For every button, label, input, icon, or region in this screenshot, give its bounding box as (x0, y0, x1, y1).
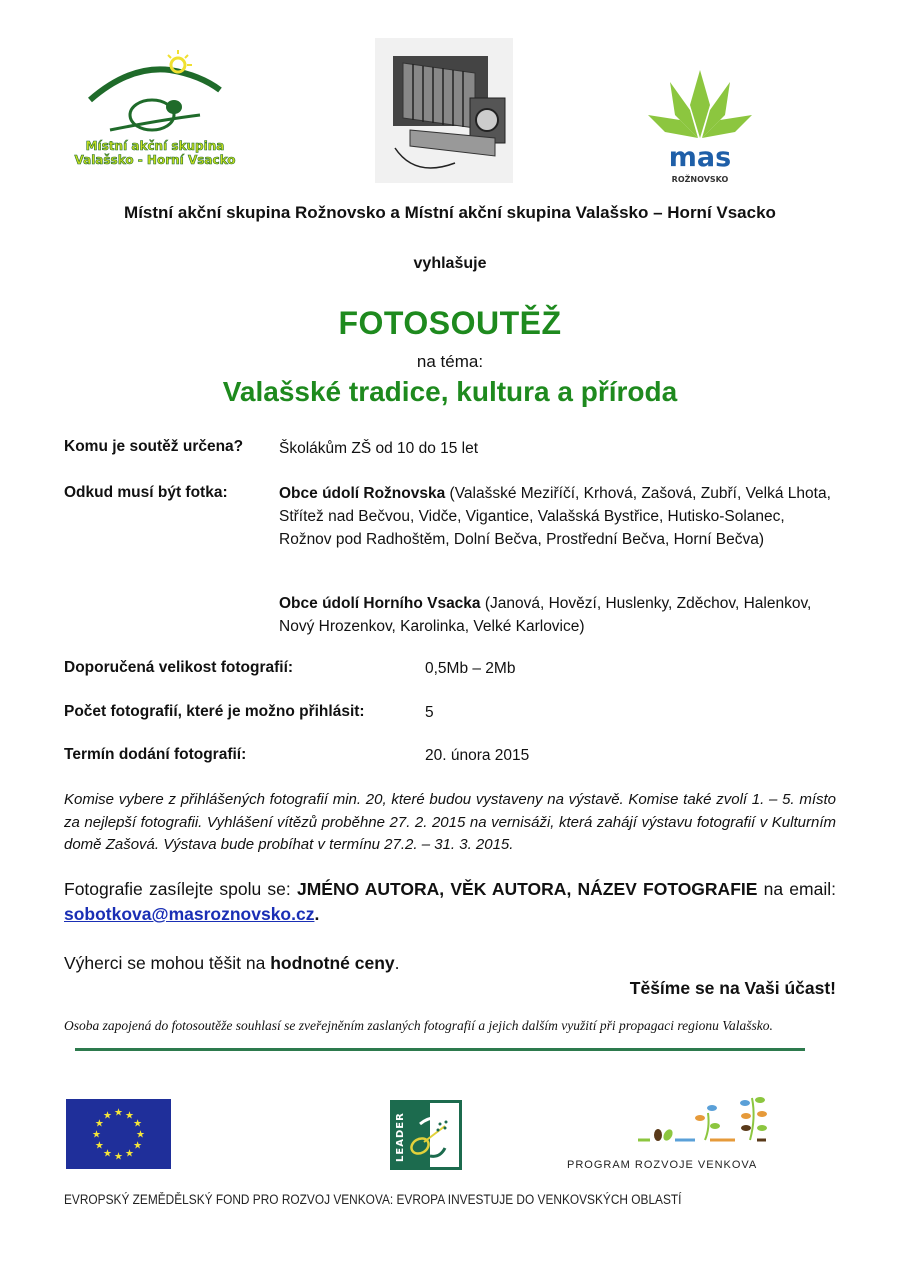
divider (75, 1048, 805, 1051)
mas-roznovsko-logo (640, 60, 760, 190)
sheep-hill-sun-icon (70, 45, 240, 175)
size-label: Doporučená velikost fotografií: (64, 659, 294, 676)
count-label: Počet fotografií, které je možno přihlásit: (64, 703, 365, 720)
eu-stars-icon (66, 1099, 171, 1169)
page-title: FOTOSOUTĚŽ (338, 305, 562, 341)
eu-star-icon: ★ (125, 1148, 134, 1160)
eu-star-icon: ★ (114, 1151, 123, 1163)
eu-star-icon: ★ (92, 1129, 101, 1141)
eu-star-icon: ★ (125, 1110, 134, 1122)
mas-wordmark: mas (668, 142, 732, 173)
organizers-heading: Místní akční skupina Rožnovsko a Místní akční skupina Valašsko – Horní Vsacko (124, 203, 776, 222)
camera-image (375, 38, 513, 183)
vintage-camera-icon (375, 38, 513, 183)
send-required-fields: JMÉNO AUTORA, VĚK AUTORA, NÁZEV FOTOGRAFIE (296, 879, 758, 899)
deadline-label: Termín dodání fotografií: (64, 746, 247, 763)
mag-valassko-logo (70, 45, 240, 175)
email-link[interactable]: sobotkova@masroznovsko.cz (64, 904, 315, 924)
consent-note: Osoba zapojená do fotosoutěže souhlasí se zveřejněním zaslaných fotografií a jejich dalším využití při propagaci regionu Valašsko. (64, 1018, 773, 1033)
closing-text: Těšíme se na Vaši účast! (629, 978, 836, 998)
where-label: Odkud musí být fotka: (64, 484, 228, 501)
winners-prefix: Výherci se mohou těšit na (64, 953, 271, 973)
mas-subtitle: ROŽNOVSKO (671, 175, 729, 184)
deadline-value: 20. února 2015 (425, 747, 530, 764)
sprouts-icon (550, 1088, 790, 1158)
send-instructions (64, 877, 836, 927)
where-group1-list: (Valašské Meziříčí, Krhová, Zašová, Zubří, Velká Lhota, Střítež nad Bečvou, Vidče, Vigantice, Valašská Bystřice, Hutisko-Solanec, Rožnov pod Radhoštěm, Dolní Bečva, Prostřední Bečva, Horní Bečva) (279, 485, 831, 548)
footer-text: EVROPSKÝ ZEMĚDĚLSKÝ FOND PRO ROZVOJ VENKOVA: EVROPA INVESTUJE DO VENKOVSKÝCH OBLASTÍ (64, 1192, 682, 1207)
prv-text: PROGRAM ROZVOJE VENKOVA (567, 1159, 758, 1171)
eu-star-icon: ★ (114, 1107, 123, 1119)
mag-logo-line1: Místní akční skupina (85, 139, 225, 153)
where-group-rozsnovsko (279, 482, 839, 551)
who-value: Školákům ZŠ od 10 do 15 let (279, 440, 479, 457)
where-group1-title: Obce údolí Rožnovska (279, 485, 446, 502)
where-group-vsacko (279, 592, 839, 638)
theme-label: na téma: (416, 352, 484, 371)
eu-star-icon: ★ (103, 1110, 112, 1122)
winners-end: . (394, 953, 400, 973)
leader-icon (390, 1100, 462, 1170)
where-group2-title: Obce údolí Horního Vsacka (279, 595, 481, 612)
eu-star-icon: ★ (133, 1140, 143, 1152)
winners-text (64, 953, 400, 974)
count-value: 5 (425, 704, 434, 721)
announces-text: vyhlašuje (413, 255, 487, 272)
where-group2-list: (Janová, Hovězí, Huslenky, Zděchov, Halenkov, Nový Hrozenkov, Karolinka, Velké Karlovice) (279, 595, 812, 635)
eu-star-icon: ★ (133, 1118, 143, 1130)
eu-star-icon: ★ (94, 1140, 104, 1152)
eu-flag-logo (66, 1099, 171, 1169)
theme-title: Valašské tradice, kultura a příroda (222, 376, 678, 407)
send-mid: na email: (757, 879, 836, 899)
winners-prizes: hodnotné ceny (270, 953, 395, 973)
send-end: . (314, 904, 320, 924)
leader-logo (390, 1100, 462, 1170)
send-prefix: Fotografie zasílejte spolu se: (64, 879, 297, 899)
mag-logo-line2: Valašsko - Horní Vsacko (74, 153, 236, 167)
eu-star-icon: ★ (136, 1129, 145, 1141)
green-leaves-icon (640, 60, 760, 190)
eu-star-icon: ★ (103, 1148, 112, 1160)
who-label: Komu je soutěž určena? (64, 438, 244, 455)
commission-paragraph: Komise vybere z přihlášených fotografií min. 20, které budou vystaveny na výstavě. Komise také zvolí 1. – 5. místo za nejlepší fotografii. Vyhlášení vítězů proběhne 27. 2. 2015 na vernisáži, která zahájí výstavu fotografií v Kulturním domě Zašová. Výstava bude probíhat v termínu 27.2. – 31. 3. 2015. (64, 791, 836, 853)
size-value: 0,5Mb – 2Mb (425, 660, 516, 677)
eu-star-icon: ★ (94, 1118, 104, 1130)
leader-text: LEADER (395, 1112, 406, 1162)
